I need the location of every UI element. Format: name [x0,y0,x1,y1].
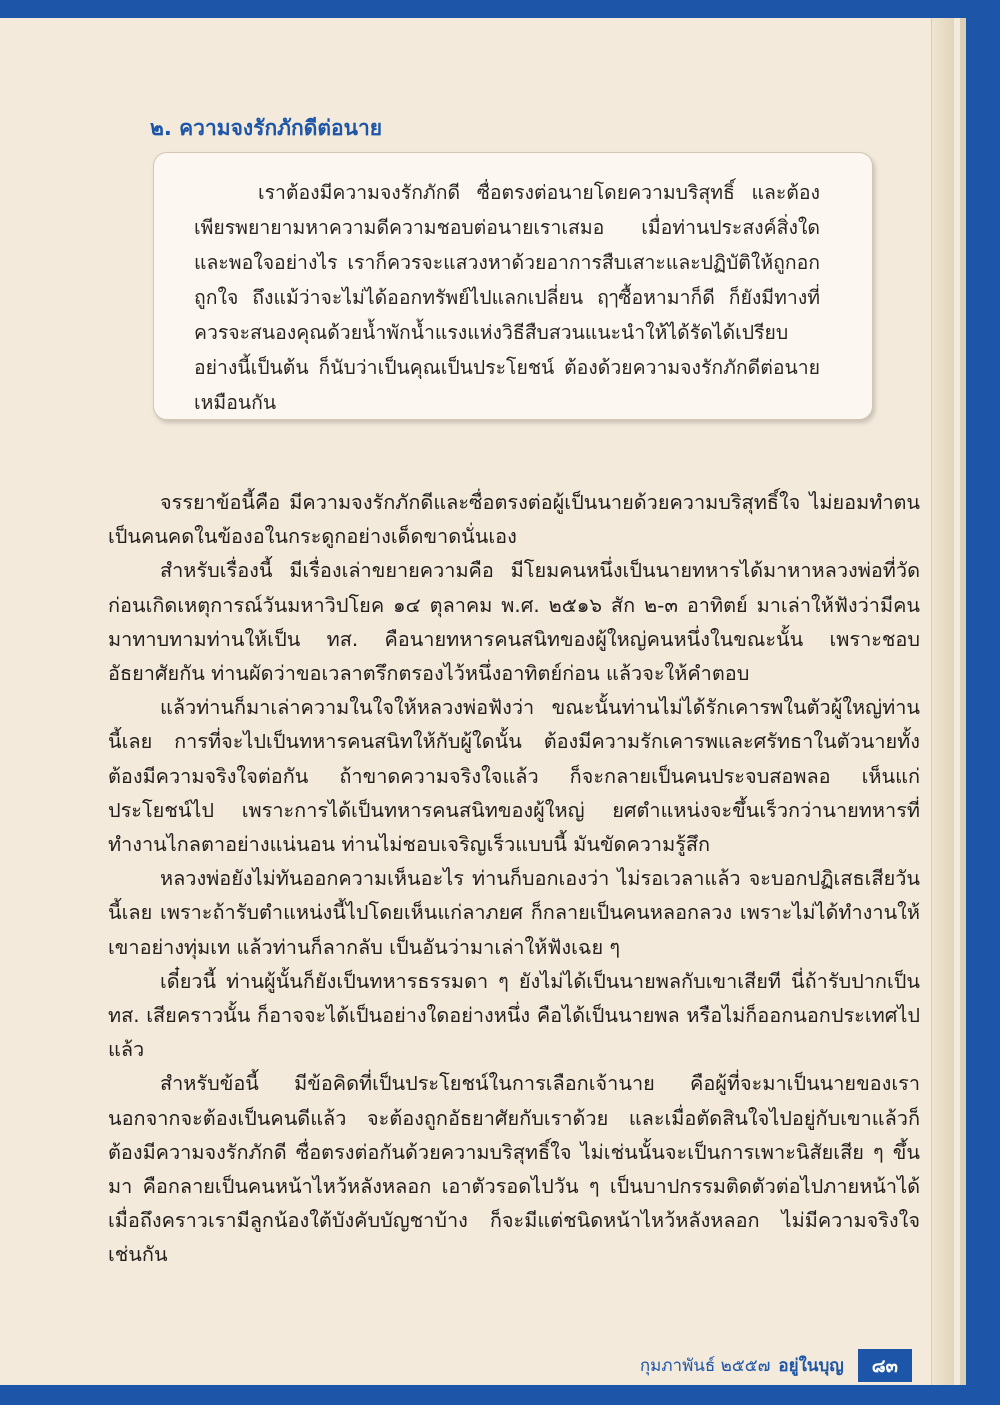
page-number: ๘๓ [858,1349,912,1382]
quote-box [153,152,873,420]
magazine-name: อยู่ในบุญ [778,1356,844,1376]
paragraph: เดี๋ยวนี้ ท่านผู้นั้นก็ยังเป็นทหารธรรมดา ๆ ยังไม่ได้เป็นนายพลกับเขาเสียที นี่ถ้ารับปากเป็น ทส. เสียคราวนั้น ก็อาจจะได้เป็นอย่างใดอย่างหนึ่ง คือได้เป็นนายพล หรือไม่ก็ออกนอกประเทศไปแล้ว [108,969,920,1062]
body-text [108,486,920,1273]
quote-text: เราต้องมีความจงรักภักดี ซื่อตรงต่อนายโดยความบริสุทธิ์ และต้องเพียรพยายามหาความดีความชอบต่อนายเราเสมอ เมื่อท่านประสงค์สิ่งใดและพอใจอย่างไร เราก็ควรจะแสวงหาด้วยอาการสืบเสาะและปฏิบัติให้ถูกอกถูกใจ ถึงแม้ว่าจะไม่ได้ออกทรัพย์ไปแลกเปลี่ยน ฤๅซื้อหามาก็ดี ก็ยังมีทางที่ควรจะสนองคุณด้วยน้ำพักน้ำแรงแห่งวิธีสืบสวนแนะนำให้ได้รัดได้เปรียบ อย่างนี้เป็นต้น ก็นับว่าเป็นคุณเป็นประโยชน์ ต้องด้วยความจงรักภักดีต่อนายเหมือนกัน [194,181,820,414]
page-edge [931,18,954,1385]
page-footer [640,1349,912,1382]
paragraph: หลวงพ่อยังไม่ทันออกความเห็นอะไร ท่านก็บอกเองว่า ไม่รอเวลาแล้ว จะบอกปฏิเสธเสียวันนี้เลย เพราะถ้ารับตำแหน่งนี้ไปโดยเห็นแก่ลาภยศ ก็กลายเป็นคนหลอกลวง เพราะไม่ได้ทำงานให้เขาอย่างทุ่มเท แล้วท่านก็ลากลับ เป็นอันว่ามาเล่าให้ฟังเฉย ๆ [108,867,920,959]
footer-date: กุมภาพันธ์ ๒๕๕๗ [639,1356,771,1376]
paragraph: สำหรับเรื่องนี้ มีเรื่องเล่าขยายความคือ มีโยมคนหนึ่งเป็นนายทหารได้มาหาหลวงพ่อที่วัดก่อนเกิดเหตุการณ์วันมหาวิปโยค ๑๔ ตุลาคม พ.ศ. ๒๕๑๖ สัก ๒-๓ อาทิตย์ มาเล่าให้ฟังว่ามีคนมาทาบทามท่านให้เป็น ทส. คือนายทหารคนสนิทของผู้ใหญ่คนหนึ่งในขณะนั้น เพราะชอบอัธยาศัยกัน ท่านผัดว่าขอเวลาตรึกตรองไว้หนึ่งอาทิตย์ก่อน แล้วจะให้คำตอบ [108,559,920,686]
paragraph: สำหรับข้อนี้ มีข้อคิดที่เป็นประโยชน์ในการเลือกเจ้านาย คือผู้ที่จะมาเป็นนายของเรานอกจากจะต้องเป็นคนดีแล้ว จะต้องถูกอัธยาศัยกับเราด้วย และเมื่อตัดสินใจไปอยู่กับเขาแล้วก็ต้องมีความจงรักภักดี ซื่อตรงต่อกันด้วยความบริสุทธิ์ใจ ไม่เช่นนั้นจะเป็นการเพาะนิสัยเสีย ๆ ขึ้นมา คือกลายเป็นคนหน้าไหว้หลังหลอก เอาตัวรอดไปวัน ๆ เป็นบาปกรรมติดตัวต่อไปภายหน้าได้ เมื่อถึงคราวเรามีลูกน้องใต้บังคับบัญชาบ้าง ก็จะมีแต่ชนิดหน้าไหว้หลังหลอก ไม่มีความจริงใจเช่นกัน [108,1072,920,1267]
paragraph: จรรยาข้อนี้คือ มีความจงรักภักดีและซื่อตรงต่อผู้เป็นนายด้วยความบริสุทธิ์ใจ ไม่ยอมทำตนเป็นคนคดในข้องอในกระดูกอย่างเด็ดขาดนั่นเอง [108,491,920,549]
section-heading: ๒. ความจงรักภักดีต่อนาย [150,116,383,140]
paragraph: แล้วท่านก็มาเล่าความในใจให้หลวงพ่อฟังว่า ขณะนั้นท่านไม่ได้รักเคารพในตัวผู้ใหญ่ท่านนี้เลย การที่จะไปเป็นทหารคนสนิทให้กับผู้ใดนั้น ต้องมีความรักเคารพและศรัทธาในตัวนายทั้งต้องมีความจริงใจต่อกัน ถ้าขาดความจริงใจแล้ว ก็จะกลายเป็นคนประจบสอพลอ เห็นแก่ประโยชน์ไป เพราะการได้เป็นทหารคนสนิทของผู้ใหญ่ ยศตำแหน่งจะขึ้นเร็วกว่านายทหารที่ทำงานไกลตาอย่างแน่นอน ท่านไม่ชอบเจริญเร็วแบบนี้ มันขัดความรู้สึก [108,696,920,857]
